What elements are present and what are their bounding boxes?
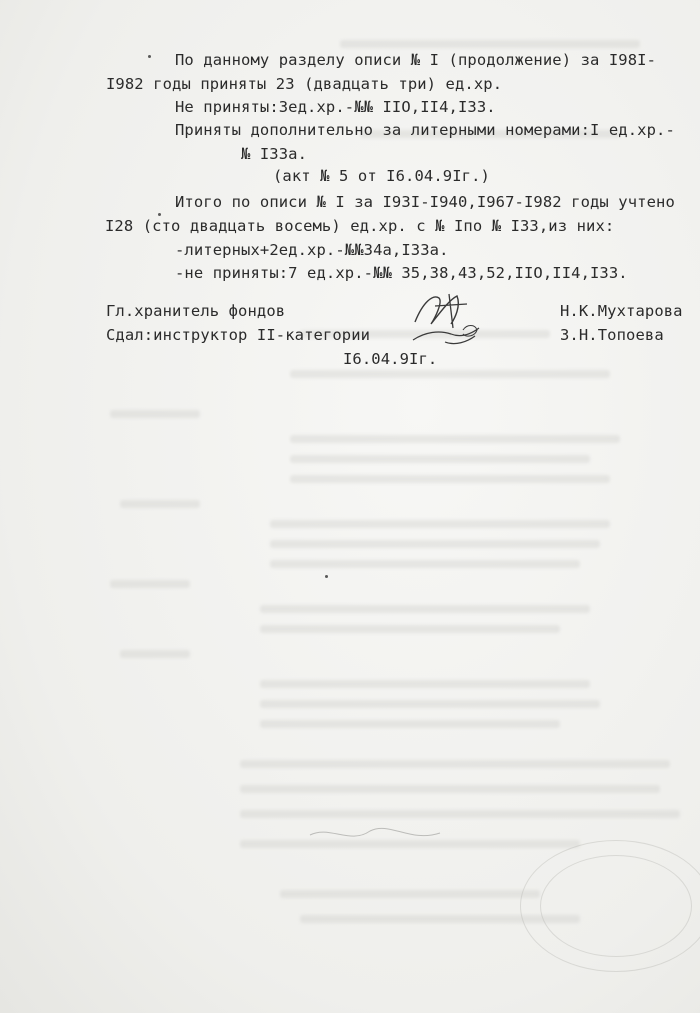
text-line-1: По данному разделу описи № I (продолжение) за I98I-	[175, 51, 657, 69]
faint-stamp-scribble	[300, 815, 460, 855]
handwritten-signature	[405, 284, 495, 354]
text-line-2: I982 годы приняты 23 (двадцать три) ед.хр.	[106, 75, 503, 93]
ink-speck	[148, 55, 151, 58]
text-line-9: -литерных+2ед.хр.-№№34а,I33а.	[175, 241, 449, 259]
text-line-8: I28 (сто двадцать восемь) ед.хр. с № Iпо № I33,из них:	[105, 217, 615, 235]
signer-1-name: Н.К.Мухтарова	[560, 302, 683, 320]
text-line-4: Приняты дополнительно за литерными номерами:I ед.хр.-	[175, 121, 675, 139]
ink-speck	[158, 213, 161, 216]
signer-1-title: Гл.хранитель фондов	[106, 302, 286, 320]
text-line-3: Не приняты:3ед.хр.-№№ IIO,II4,I33.	[175, 98, 496, 116]
ink-speck	[325, 575, 328, 578]
text-line-7: Итого по описи № I за I93I-I940,I967-I982 годы учтено	[175, 193, 675, 211]
text-line-5: № I33а.	[241, 145, 308, 163]
signature-date: I6.04.9Iг.	[343, 350, 438, 368]
text-line-6: (акт № 5 от I6.04.9Iг.)	[273, 167, 490, 185]
signer-2-title: Сдал:инструктор II-категории	[106, 326, 371, 344]
signer-2-name: З.Н.Топоева	[560, 326, 664, 344]
text-line-10: -не приняты:7 ед.хр.-№№ 35,38,43,52,IIO,II4,I33.	[175, 264, 628, 282]
